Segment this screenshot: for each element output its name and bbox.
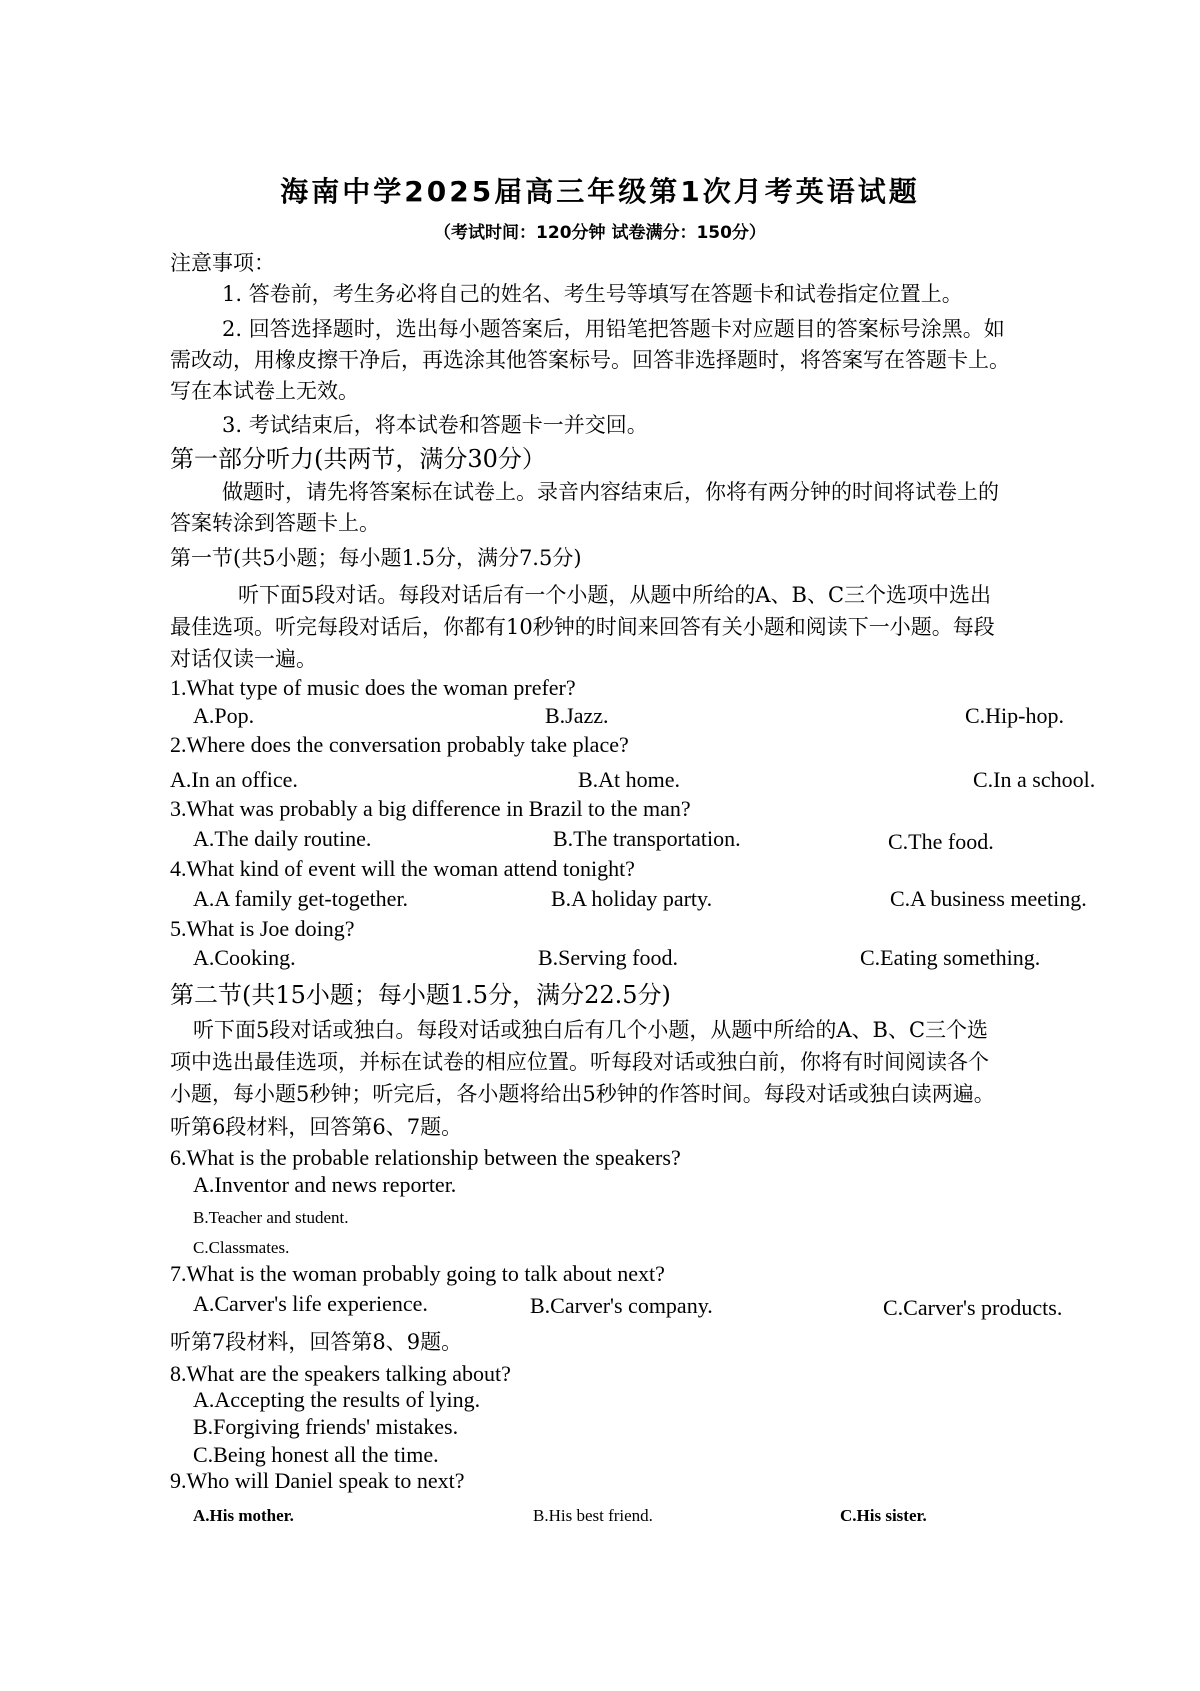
- question-3-option-b: B.The transportation.: [553, 826, 741, 851]
- question-4-option-a: A.A family get-together.: [193, 886, 409, 911]
- notice-item-2-line1: 2. 回答选择题时，选出每小题答案后，用铅笔把答题卡对应题目的答案标号涂黑。如: [222, 317, 1005, 341]
- section1-intro-line1: 听下面5段对话。每段对话后有一个小题，从题中所给的A、B、C三个选项中选出: [238, 583, 992, 607]
- material-6-note: 听第6段材料，回答第6、7题。: [170, 1115, 463, 1139]
- question-5-stem: 5.What is Joe doing?: [170, 916, 355, 941]
- question-8-option-a: A.Accepting the results of lying.: [193, 1387, 481, 1412]
- section1-intro-line3: 对话仅读一遍。: [170, 647, 317, 671]
- question-5-option-c: C.Eating something.: [860, 945, 1041, 970]
- question-7-option-c: C.Carver's products.: [883, 1295, 1063, 1320]
- section2-intro-line1: 听下面5段对话或独白。每段对话或独白后有几个小题，从题中所给的A、B、C三个选: [193, 1018, 989, 1042]
- section2-heading: 第二节(共15小题；每小题1.5分，满分22.5分): [170, 981, 671, 1009]
- section2-intro-line3: 小题，每小题5秒钟；听完后，各小题将给出5秒钟的作答时间。每段对话或独白读两遍。: [170, 1082, 995, 1106]
- question-7-option-a: A.Carver's life experience.: [193, 1291, 428, 1316]
- notice-item-3: 3. 考试结束后，将本试卷和答题卡一并交回。: [222, 413, 648, 437]
- question-2-option-a: A.In an office.: [170, 767, 298, 792]
- part1-intro-line2: 答案转涂到答题卡上。: [170, 511, 380, 535]
- question-8-option-c: C.Being honest all the time.: [193, 1442, 439, 1467]
- part1-heading: 第一部分听力(共两节，满分30分）: [170, 445, 546, 473]
- question-5-option-b: B.Serving food.: [538, 945, 678, 970]
- exam-subtitle: （考试时间：120分钟 试卷满分：150分）: [434, 223, 766, 243]
- material-7-note: 听第7段材料，回答第8、9题。: [170, 1330, 463, 1354]
- question-1-option-c: C.Hip-hop.: [965, 703, 1064, 728]
- question-4-stem: 4.What kind of event will the woman attend tonight?: [170, 856, 635, 881]
- notice-item-1: 1. 答卷前，考生务必将自己的姓名、考生号等填写在答题卡和试卷指定位置上。: [222, 282, 963, 306]
- exam-title: 海南中学2025届高三年级第1次月考英语试题: [280, 175, 920, 208]
- question-3-option-c: C.The food.: [888, 829, 994, 854]
- question-7-option-b: B.Carver's company.: [530, 1293, 713, 1318]
- question-6-option-c: C.Classmates.: [193, 1238, 290, 1257]
- notice-item-2-line3: 写在本试卷上无效。: [170, 379, 359, 403]
- question-6-option-b: B.Teacher and student.: [193, 1208, 349, 1227]
- question-3-option-a: A.The daily routine.: [193, 826, 372, 851]
- question-9-option-c: C.His sister.: [840, 1506, 927, 1525]
- section2-intro-line2: 项中选出最佳选项，并标在试卷的相应位置。听每段对话或独白前，你将有时间阅读各个: [170, 1050, 989, 1074]
- question-9-option-a: A.His mother.: [193, 1506, 294, 1525]
- part1-intro-line1: 做题时，请先将答案标在试卷上。录音内容结束后，你将有两分钟的时间将试卷上的: [222, 480, 999, 504]
- question-3-stem: 3.What was probably a big difference in Brazil to the man?: [170, 796, 691, 821]
- section1-intro-line2: 最佳选项。听完每段对话后，你都有10秒钟的时间来回答有关小题和阅读下一小题。每段: [170, 615, 995, 639]
- question-6-option-a: A.Inventor and news reporter.: [193, 1172, 457, 1197]
- question-1-option-a: A.Pop.: [193, 703, 255, 728]
- question-9-stem: 9.Who will Daniel speak to next?: [170, 1468, 465, 1493]
- question-1-option-b: B.Jazz.: [545, 703, 609, 728]
- question-2-option-b: B.At home.: [578, 767, 681, 792]
- question-2-option-c: C.In a school.: [973, 767, 1096, 792]
- question-6-stem: 6.What is the probable relationship between the speakers?: [170, 1145, 681, 1170]
- question-8-option-b: B.Forgiving friends' mistakes.: [193, 1414, 459, 1439]
- question-9-option-b: B.His best friend.: [533, 1506, 653, 1525]
- question-4-option-c: C.A business meeting.: [890, 886, 1087, 911]
- section1-heading: 第一节(共5小题；每小题1.5分，满分7.5分): [170, 546, 582, 570]
- question-5-option-a: A.Cooking.: [193, 945, 296, 970]
- question-1-stem: 1.What type of music does the woman prefer?: [170, 675, 576, 700]
- notice-item-2-line2: 需改动，用橡皮擦干净后，再选涂其他答案标号。回答非选择题时，将答案写在答题卡上。: [170, 348, 1010, 372]
- question-7-stem: 7.What is the woman probably going to talk about next?: [170, 1261, 665, 1286]
- question-4-option-b: B.A holiday party.: [551, 886, 713, 911]
- notice-heading: 注意事项：: [170, 251, 275, 275]
- question-2-stem: 2.Where does the conversation probably take place?: [170, 732, 629, 757]
- question-8-stem: 8.What are the speakers talking about?: [170, 1361, 511, 1386]
